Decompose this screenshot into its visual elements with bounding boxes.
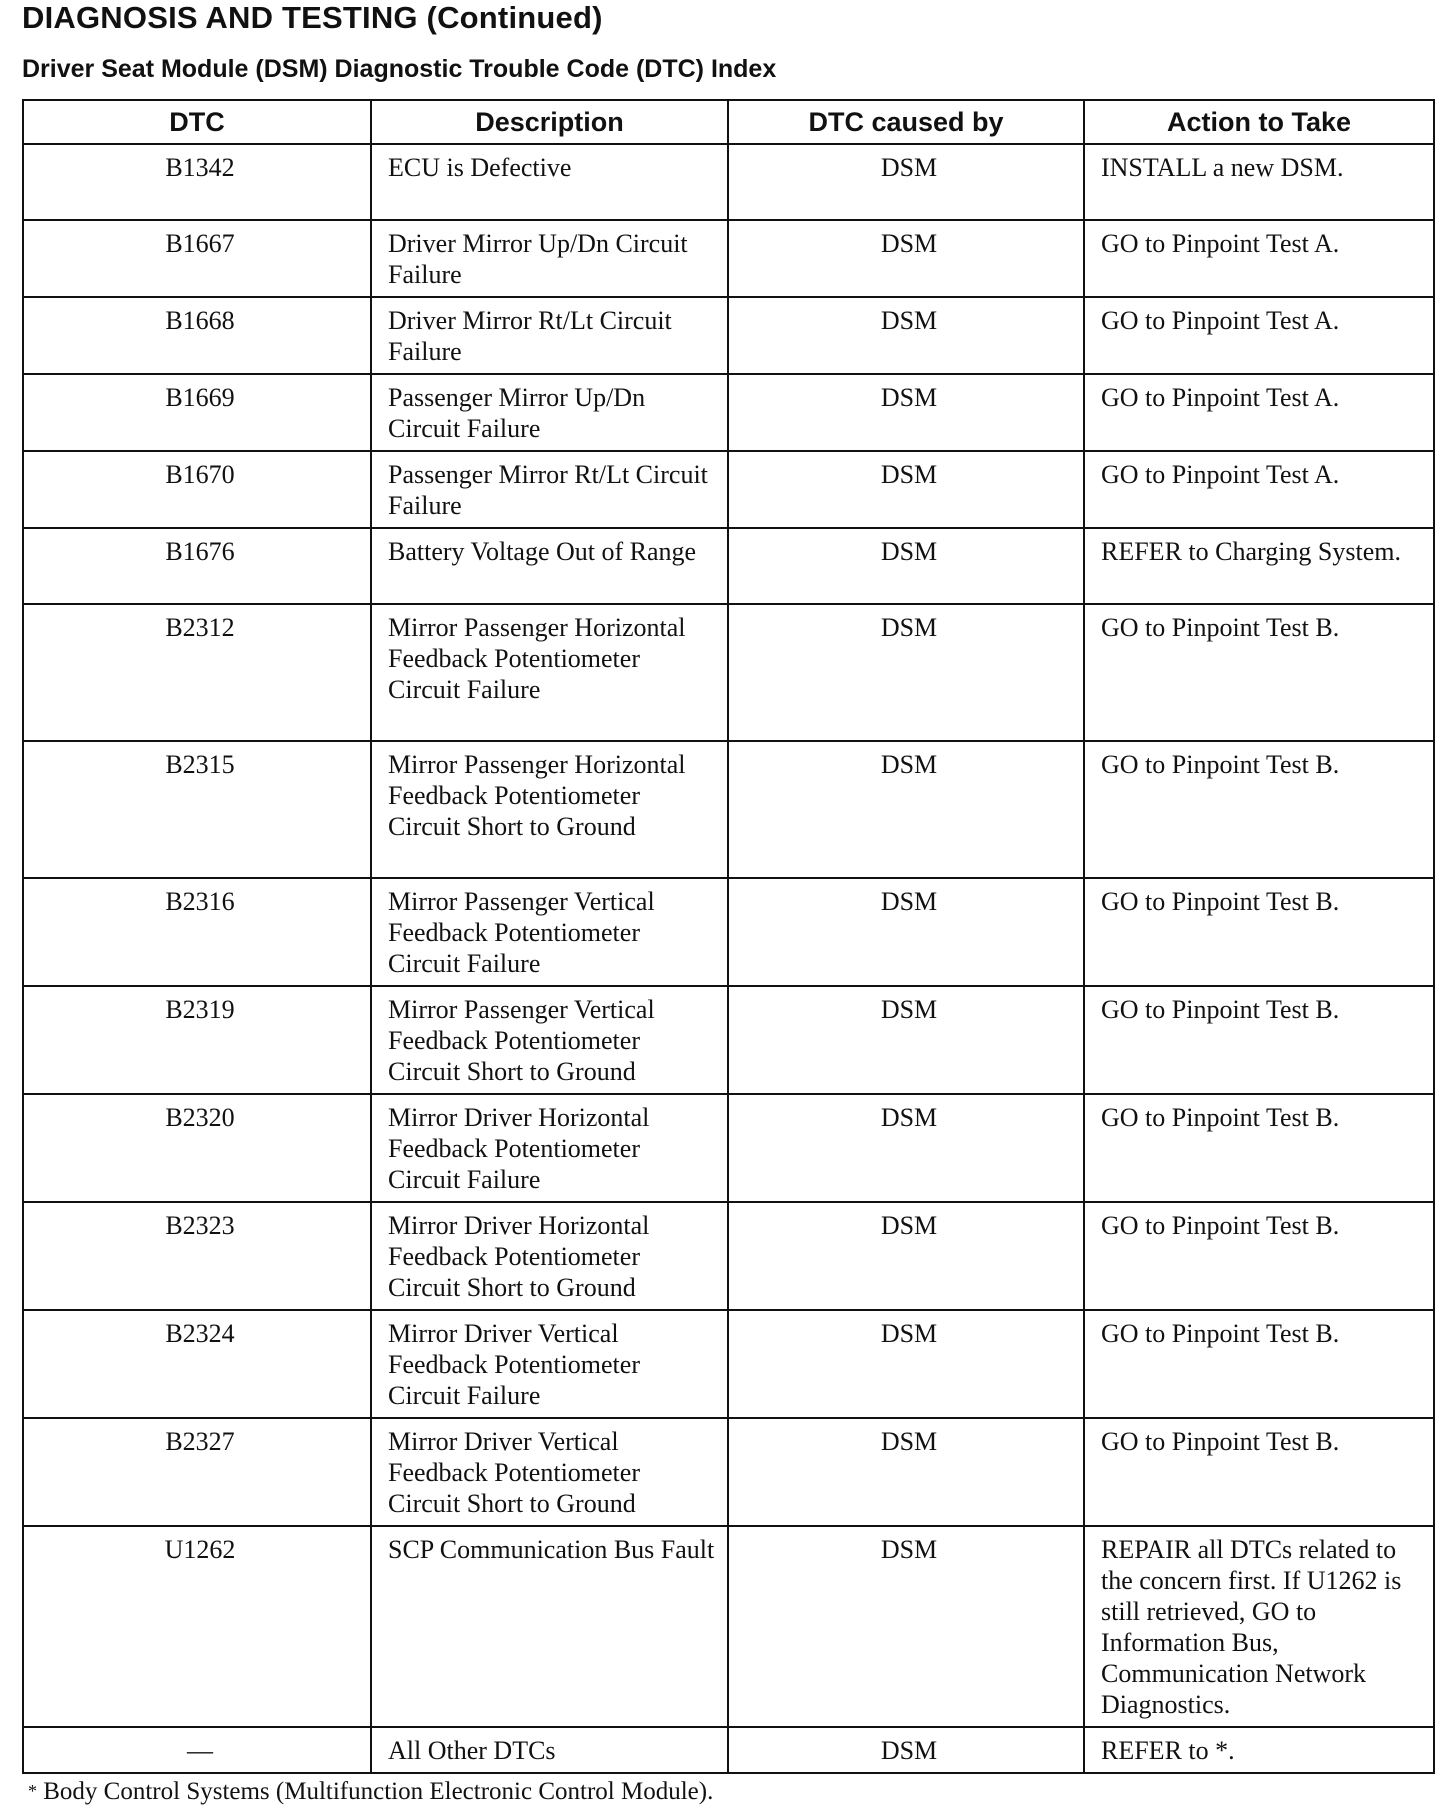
dtc-code: B2320: [23, 1094, 371, 1202]
dtc-description: Mirror Driver Horizontal Feedback Potentiometer Circuit Failure: [371, 1094, 728, 1202]
dtc-caused-by: DSM: [728, 1094, 1084, 1202]
dtc-action: REFER to Charging System.: [1084, 528, 1434, 604]
table-row: [23, 1526, 1434, 1727]
column-header-caused-by: DTC caused by: [728, 100, 1084, 144]
table-row: [23, 1418, 1434, 1526]
dtc-description: Driver Mirror Rt/Lt Circuit Failure: [371, 297, 728, 374]
dtc-caused-by: DSM: [728, 604, 1084, 741]
dtc-index-table: [22, 99, 1435, 1774]
column-header-dtc: DTC: [23, 100, 371, 144]
table-row: [23, 297, 1434, 374]
table-row: [23, 374, 1434, 451]
table-row: [23, 1310, 1434, 1418]
dtc-caused-by: DSM: [728, 451, 1084, 528]
table-row: [23, 528, 1434, 604]
dtc-description: All Other DTCs: [371, 1727, 728, 1773]
dtc-caused-by: DSM: [728, 1526, 1084, 1727]
footnote-text: Body Control Systems (Multifunction Electronic Control Module).: [43, 1778, 714, 1805]
dtc-action: GO to Pinpoint Test A.: [1084, 297, 1434, 374]
dtc-code: B1670: [23, 451, 371, 528]
footnote-marker: *: [28, 1781, 37, 1801]
dtc-caused-by: DSM: [728, 374, 1084, 451]
dtc-action: GO to Pinpoint Test B.: [1084, 878, 1434, 986]
dtc-code: B2319: [23, 986, 371, 1094]
dtc-action: GO to Pinpoint Test A.: [1084, 220, 1434, 297]
dtc-action: GO to Pinpoint Test B.: [1084, 741, 1434, 878]
table-row: [23, 741, 1434, 878]
dtc-caused-by: DSM: [728, 986, 1084, 1094]
dtc-code: B1667: [23, 220, 371, 297]
dtc-action: GO to Pinpoint Test B.: [1084, 1202, 1434, 1310]
dtc-description: Battery Voltage Out of Range: [371, 528, 728, 604]
dtc-action: REFER to *.: [1084, 1727, 1434, 1773]
table-row: [23, 1727, 1434, 1773]
dtc-code: B2324: [23, 1310, 371, 1418]
column-header-action: Action to Take: [1084, 100, 1434, 144]
dtc-description: Mirror Passenger Horizontal Feedback Potentiometer Circuit Short to Ground: [371, 741, 728, 878]
dtc-caused-by: DSM: [728, 1310, 1084, 1418]
column-header-description: Description: [371, 100, 728, 144]
table-row: [23, 986, 1434, 1094]
table-row: [23, 604, 1434, 741]
dtc-code: B2327: [23, 1418, 371, 1526]
dtc-description: Mirror Driver Vertical Feedback Potentiometer Circuit Failure: [371, 1310, 728, 1418]
dtc-caused-by: DSM: [728, 297, 1084, 374]
dtc-description: ECU is Defective: [371, 144, 728, 220]
dtc-action: REPAIR all DTCs related to the concern first. If U1262 is still retrieved, GO to Information Bus, Communication Network Diagnostics.: [1084, 1526, 1434, 1727]
table-title: Driver Seat Module (DSM) Diagnostic Trouble Code (DTC) Index: [22, 55, 777, 83]
dtc-action: GO to Pinpoint Test B.: [1084, 604, 1434, 741]
dtc-caused-by: DSM: [728, 144, 1084, 220]
dtc-code: B2315: [23, 741, 371, 878]
table-row: [23, 1202, 1434, 1310]
table-row: [23, 878, 1434, 986]
dtc-action: GO to Pinpoint Test B.: [1084, 1310, 1434, 1418]
dtc-code: U1262: [23, 1526, 371, 1727]
table-row: [23, 1094, 1434, 1202]
dtc-caused-by: DSM: [728, 878, 1084, 986]
dtc-description: Mirror Passenger Vertical Feedback Potentiometer Circuit Failure: [371, 878, 728, 986]
dtc-action: GO to Pinpoint Test B.: [1084, 986, 1434, 1094]
footnote: [22, 1776, 1434, 1807]
document-page: [22, 0, 1434, 1807]
table-row: [23, 144, 1434, 220]
dtc-code: B2312: [23, 604, 371, 741]
table-header-row: [23, 100, 1434, 144]
dtc-caused-by: DSM: [728, 1202, 1084, 1310]
dtc-code: —: [23, 1727, 371, 1773]
dtc-description: Mirror Passenger Vertical Feedback Potentiometer Circuit Short to Ground: [371, 986, 728, 1094]
dtc-action: GO to Pinpoint Test B.: [1084, 1418, 1434, 1526]
dtc-description: Passenger Mirror Up/Dn Circuit Failure: [371, 374, 728, 451]
dtc-description: Mirror Passenger Horizontal Feedback Potentiometer Circuit Failure: [371, 604, 728, 741]
dtc-code: B2316: [23, 878, 371, 986]
dtc-caused-by: DSM: [728, 528, 1084, 604]
dtc-code: B1668: [23, 297, 371, 374]
dtc-description: SCP Communication Bus Fault: [371, 1526, 728, 1727]
section-title: DIAGNOSIS AND TESTING (Continued): [22, 0, 603, 35]
dtc-action: GO to Pinpoint Test A.: [1084, 451, 1434, 528]
dtc-code: B1669: [23, 374, 371, 451]
dtc-action: INSTALL a new DSM.: [1084, 144, 1434, 220]
dtc-description: Driver Mirror Up/Dn Circuit Failure: [371, 220, 728, 297]
dtc-caused-by: DSM: [728, 1418, 1084, 1526]
dtc-description: Mirror Driver Horizontal Feedback Potentiometer Circuit Short to Ground: [371, 1202, 728, 1310]
dtc-description: Passenger Mirror Rt/Lt Circuit Failure: [371, 451, 728, 528]
dtc-code: B1342: [23, 144, 371, 220]
dtc-action: GO to Pinpoint Test B.: [1084, 1094, 1434, 1202]
dtc-caused-by: DSM: [728, 741, 1084, 878]
table-row: [23, 220, 1434, 297]
dtc-code: B2323: [23, 1202, 371, 1310]
dtc-description: Mirror Driver Vertical Feedback Potentiometer Circuit Short to Ground: [371, 1418, 728, 1526]
dtc-action: GO to Pinpoint Test A.: [1084, 374, 1434, 451]
dtc-caused-by: DSM: [728, 1727, 1084, 1773]
dtc-code: B1676: [23, 528, 371, 604]
dtc-caused-by: DSM: [728, 220, 1084, 297]
table-row: [23, 451, 1434, 528]
